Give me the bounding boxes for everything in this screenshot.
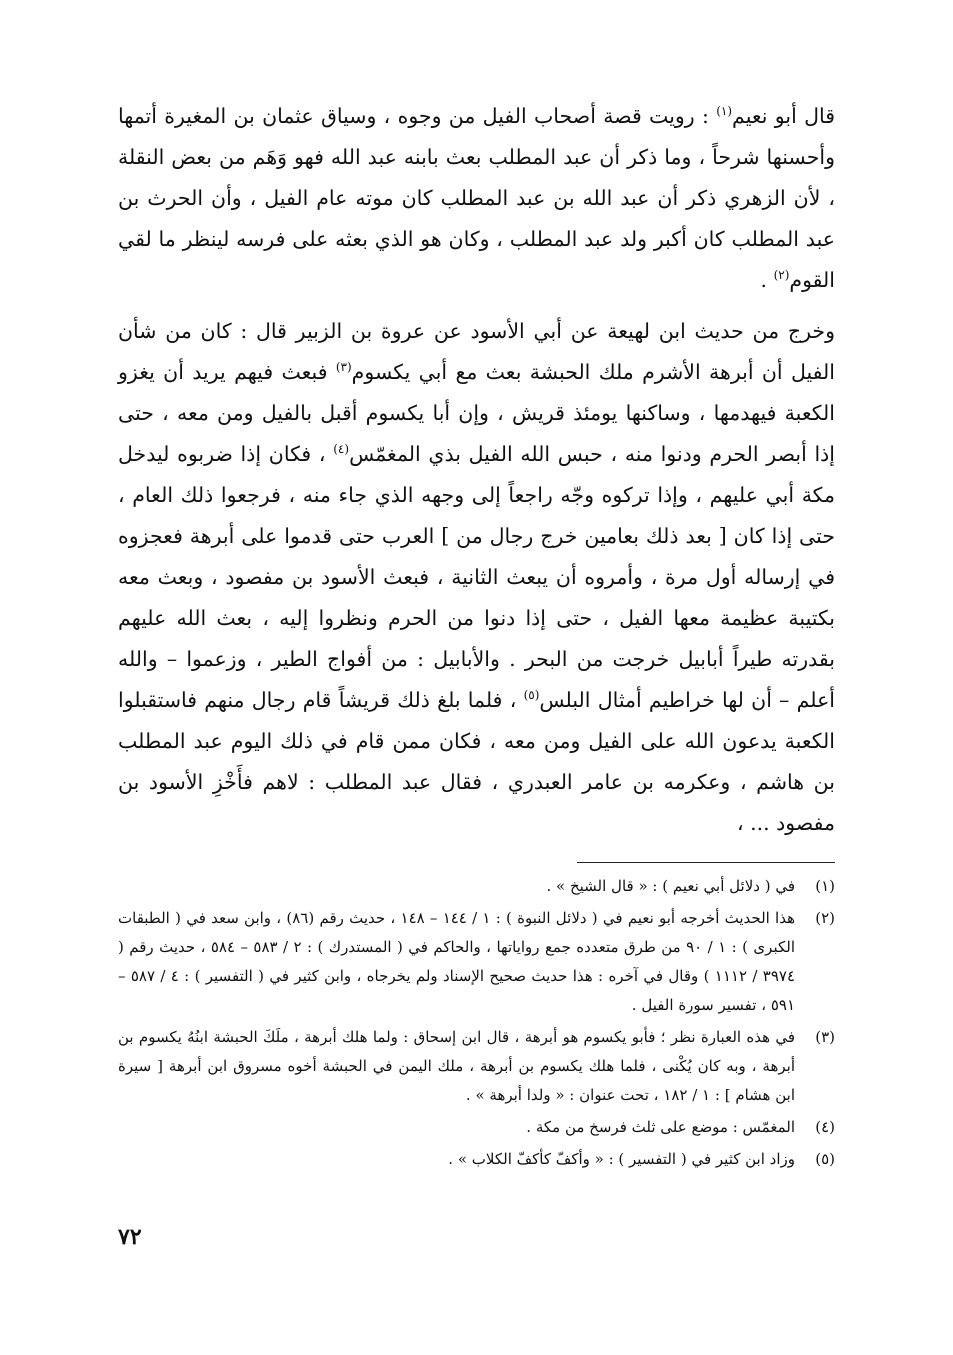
footnotes: [118, 872, 835, 1177]
main-text: [118, 96, 835, 844]
footnote: [118, 1145, 835, 1174]
footnote: [118, 1023, 835, 1110]
footnote-ref: (٥): [523, 688, 540, 703]
text-run: ، فلما بلغ ذلك قريشاً قام رجال منهم فاستقبلوا الكعبة يدعون الله على الفيل ومن معه ، فكان ممن قام في ذلك اليوم عبد المطلب بن هاشم ، وعكرمه بن عامر العبدري ، فقال عبد المطلب : لاهم فأَخْزِ الأسود بن مفصود ... ،: [118, 688, 835, 835]
paragraph: [118, 96, 835, 301]
text-run: ، فكان إذا ضربوه ليدخل مكة أبي عليهم ، وإذا تركوه وجّه راجعاً إلى وجهه الذي جاء منه ، فرجعوا ذلك العام ، حتى إذا كان [ بعد ذلك بعامين خرج رجال من ] العرب حتى قدموا على أبرهة فعجزوه في إرساله أول مرة ، وأمروه أن يبعث الثانية ، فبعث الأسود بن مفصود ، وبعث معه بكتيبة عظيمة معها الفيل ، حتى إذا دنوا من الحرم ونظروا إليه ، بعث الله عليهم بقدرته طيراً أبابيل خرجت من البحر . والأبابيل : من أفواج الطير ، وزعموا – والله أعلم – أن لها خراطيم أمثال البلس: [118, 442, 835, 712]
footnote-ref: (٤): [333, 442, 350, 457]
text-run: .: [760, 268, 774, 292]
footnote-text: هذا الحديث أخرجه أبو نعيم في ( دلائل النبوة ) : ١ / ١٤٤ – ١٤٨ ، حديث رقم (٨٦) ، وابن سعد في ( الطبقات الكبرى ) : ١ / ٩٠ من طرق متعدده جمع رواياتها ، والحاكم في ( المستدرك ) : ٢ / ٥٨٣ – ٥٨٤ ، حديث رقم ( ٣٩٧٤ / ١١١٢ ) وقال في آخره : هذا حديث صحيح الإسناد ولم يخرجاه ، وابن كثير في ( التفسير ) : ٤ / ٥٨٧ – ٥٩١ ، تفسير سورة الفيل .: [118, 909, 796, 1014]
footnote-number: (٥): [815, 1150, 835, 1168]
footnote-divider: [577, 862, 835, 863]
footnote-number: (٣): [815, 1028, 835, 1046]
footnote-ref: (١): [716, 104, 733, 119]
footnote-number: (٢): [815, 909, 835, 927]
footnote-text: المغمّس : موضع على ثلث فرسخ من مكة .: [526, 1118, 795, 1136]
footnote-ref: (٢): [773, 268, 790, 283]
text-run: وخرج من حديث ابن لهيعة عن أبي الأسود عن عروة بن الزبير قال : كان من شأن الفيل أن أبرهة الأشرم ملك الحبشة بعث مع أبي يكسوم: [118, 319, 835, 384]
text-run: فبعث فيهم يريد أن يغزو الكعبة فيهدمها ، وساكنها يومئذ قريش ، وإن أبا يكسوم أقبل بالفيل ومن معه ، حتى إذا أبصر الحرم ودنوا منه ، حبس الله الفيل بذي المغمّس: [118, 360, 835, 466]
page-number: ٧٢: [118, 1224, 142, 1250]
paragraph: [118, 311, 835, 844]
footnote: [118, 904, 835, 1020]
footnote: [118, 1113, 835, 1142]
footnote-text: في ( دلائل أبي نعيم ) : « قال الشيخ » .: [546, 877, 795, 895]
footnote: [118, 872, 835, 901]
footnote-ref: (٣): [335, 360, 352, 375]
footnote-text: وزاد ابن كثير في ( التفسير ) : « وأكفّ كأكفّ الكلاب » .: [448, 1150, 795, 1168]
text-run: : رويت قصة أصحاب الفيل من وجوه ، وسياق عثمان بن المغيرة أتمها وأحسنها شرحاً ، وما ذكر أن عبد المطلب بعث بابنه عبد الله فهو وَهَم من بعض النقلة ، لأن الزهري ذكر أن عبد الله بن عبد المطلب كان موته عام الفيل ، وأن الحرث بن عبد المطلب كان أكبر ولد عبد المطلب ، وكان هو الذي بعثه على فرسه لينظر ما لقي القوم: [118, 104, 835, 292]
footnote-text: في هذه العبارة نظر ؛ فأبو يكسوم هو أبرهة ، قال ابن إسحاق : ولما هلك أبرهة ، ملَكَ الحبشة ابنُهُ يكسوم بن أبرهة ، وبه كان يُكْنى ، فلما هلك يكسوم بن أبرهة ، ملك اليمن في الحبشة أخوه مسروق ابن أبرهة [ سيرة ابن هشام ] : ١ / ١٨٢ ، تحت عنوان : « ولدا أبرهة » .: [118, 1028, 795, 1104]
footnote-number: (١): [815, 877, 835, 895]
footnote-number: (٤): [815, 1118, 835, 1136]
text-run: قال أبو نعيم: [732, 104, 836, 128]
